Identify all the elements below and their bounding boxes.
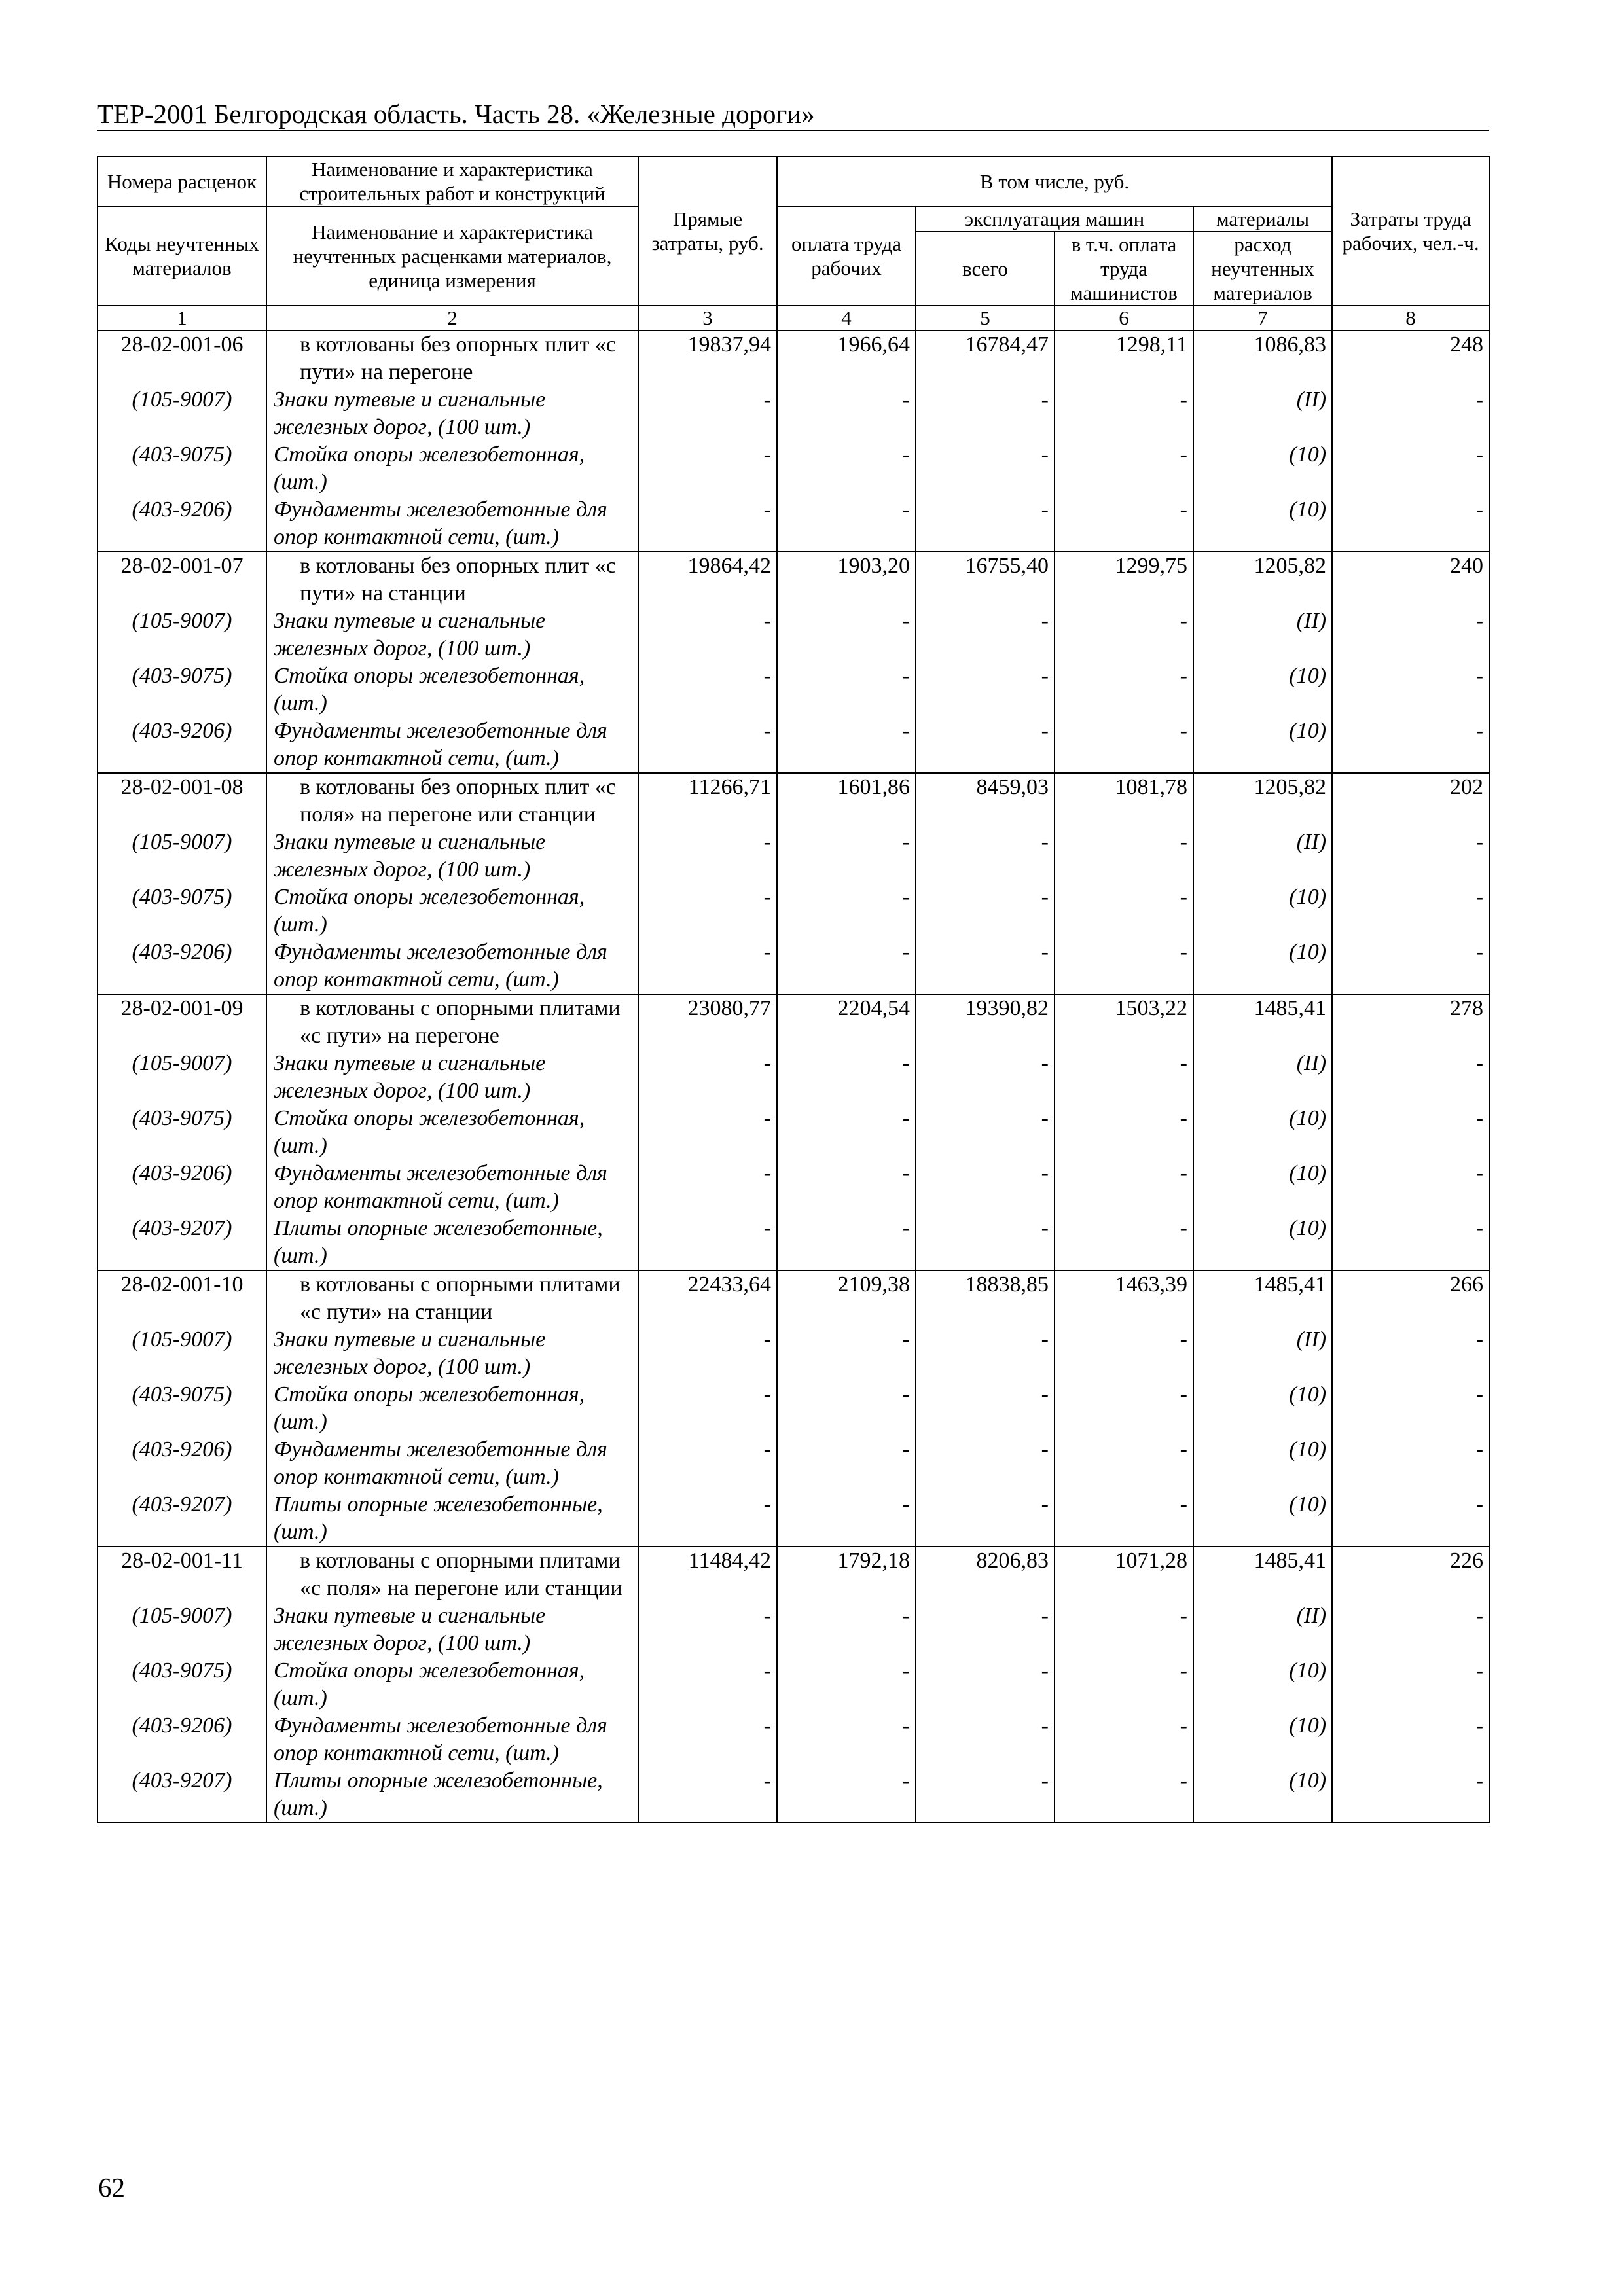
machinist-pay-value: - [1055, 386, 1193, 441]
column-number-row [98, 306, 1489, 331]
machinist-pay-value: - [1055, 1602, 1193, 1657]
table-body [98, 331, 1489, 1823]
machine-total-value: 19390,82 [916, 994, 1055, 1050]
materials-cost-value: (10) [1193, 1436, 1332, 1491]
rate-description: в котлованы без опорных плит «с поля» на перегоне или станции [266, 773, 638, 829]
rate-description: в котлованы с опорными плитами «с поля» на перегоне или станции [266, 1547, 638, 1602]
labor-pay-value: - [777, 1215, 916, 1270]
material-code: (105-9007) [98, 1602, 266, 1657]
labor-pay-value: 2204,54 [777, 994, 916, 1050]
labor-pay-value: 1601,86 [777, 773, 916, 829]
machinist-pay-value: - [1055, 1326, 1193, 1381]
materials-cost-value: (10) [1193, 1491, 1332, 1547]
materials-cost-value: (II) [1193, 829, 1332, 884]
material-name: Знаки путевые и сигнальные железных дорог, (100 шт.) [266, 386, 638, 441]
direct-costs-value: - [638, 1436, 777, 1491]
machinist-pay-value: 1081,78 [1055, 773, 1193, 829]
page-number: 62 [98, 2172, 125, 2202]
rate-row [98, 1270, 1489, 1326]
material-code: (403-9206) [98, 1712, 266, 1767]
machine-total-value: - [916, 939, 1055, 994]
direct-costs-value: - [638, 1602, 777, 1657]
rate-code: 28-02-001-09 [98, 994, 266, 1050]
labor-pay-value: - [777, 1381, 916, 1436]
labor-pay-value: - [777, 1326, 916, 1381]
machinist-pay-value: - [1055, 1160, 1193, 1215]
machinist-pay-value: - [1055, 1657, 1193, 1712]
rate-row [98, 994, 1489, 1050]
material-name: Фундаменты железобетонные для опор контактной сети, (шт.) [266, 717, 638, 773]
materials-cost-value: (10) [1193, 441, 1332, 496]
material-row [98, 386, 1489, 441]
machine-total-value: - [916, 1657, 1055, 1712]
rate-numbers-header: Номера расценок [98, 156, 266, 206]
material-row [98, 1326, 1489, 1381]
machine-total-value: - [916, 386, 1055, 441]
machinist-pay-value: - [1055, 1491, 1193, 1547]
column-number: 1 [98, 306, 266, 331]
materials-cost-value: 1485,41 [1193, 994, 1332, 1050]
labor-pay-value: 1792,18 [777, 1547, 916, 1602]
header-row-1 [98, 156, 1489, 206]
labor-pay-value: - [777, 1436, 916, 1491]
machine-total-value: - [916, 441, 1055, 496]
machinist-pay-value: - [1055, 607, 1193, 662]
machine-total-value: 18838,85 [916, 1270, 1055, 1326]
machine-total-value: - [916, 1105, 1055, 1160]
labor-pay-value: - [777, 1050, 916, 1105]
material-name: Стойка опоры железобетонная, (шт.) [266, 1381, 638, 1436]
material-name: Плиты опорные железобетонные, (шт.) [266, 1767, 638, 1823]
material-code: (403-9207) [98, 1491, 266, 1547]
labor-costs-value: - [1332, 1491, 1489, 1547]
materials-cost-value: (10) [1193, 1767, 1332, 1823]
material-name: Фундаменты железобетонные для опор контактной сети, (шт.) [266, 496, 638, 552]
materials-header: материалы [1193, 206, 1332, 232]
column-number: 3 [638, 306, 777, 331]
machinist-pay-value: - [1055, 939, 1193, 994]
direct-costs-value: 23080,77 [638, 994, 777, 1050]
material-row [98, 1215, 1489, 1270]
header-row-2 [98, 206, 1489, 232]
material-row [98, 1160, 1489, 1215]
material-row [98, 829, 1489, 884]
direct-costs-value: - [638, 939, 777, 994]
machine-total-value: 16755,40 [916, 552, 1055, 607]
machinist-pay-value: - [1055, 441, 1193, 496]
material-name: Стойка опоры железобетонная, (шт.) [266, 1657, 638, 1712]
materials-cost-value: (II) [1193, 386, 1332, 441]
labor-costs-value: - [1332, 1326, 1489, 1381]
rate-description: в котлованы с опорными плитами «с пути» на перегоне [266, 994, 638, 1050]
material-row [98, 1602, 1489, 1657]
machine-total-value: - [916, 1436, 1055, 1491]
materials-cost-value: (10) [1193, 1657, 1332, 1712]
material-row [98, 441, 1489, 496]
direct-costs-value: - [638, 1657, 777, 1712]
machinist-pay-value: - [1055, 1215, 1193, 1270]
material-row [98, 939, 1489, 994]
labor-pay-value: 1966,64 [777, 331, 916, 386]
material-code: (403-9206) [98, 496, 266, 552]
labor-costs-header: Затраты труда рабочих, чел.-ч. [1332, 156, 1489, 306]
machinist-pay-value: - [1055, 1712, 1193, 1767]
machine-total-value: - [916, 1602, 1055, 1657]
machine-total-value: 16784,47 [916, 331, 1055, 386]
labor-pay-value: - [777, 496, 916, 552]
machinist-pay-value: - [1055, 662, 1193, 717]
labor-costs-value: 266 [1332, 1270, 1489, 1326]
labor-pay-value: - [777, 1160, 916, 1215]
material-name: Фундаменты железобетонные для опор контактной сети, (шт.) [266, 1436, 638, 1491]
direct-costs-value: - [638, 1215, 777, 1270]
material-name: Стойка опоры железобетонная, (шт.) [266, 662, 638, 717]
machine-total-value: - [916, 1712, 1055, 1767]
material-code: (403-9075) [98, 441, 266, 496]
labor-costs-value: - [1332, 662, 1489, 717]
materials-cost-value: 1485,41 [1193, 1270, 1332, 1326]
material-row [98, 717, 1489, 773]
labor-pay-value: - [777, 1491, 916, 1547]
rate-code: 28-02-001-10 [98, 1270, 266, 1326]
labor-costs-value: 202 [1332, 773, 1489, 829]
direct-costs-value: - [638, 1050, 777, 1105]
material-name: Знаки путевые и сигнальные железных дорог, (100 шт.) [266, 1050, 638, 1105]
rate-row [98, 773, 1489, 829]
material-name: Плиты опорные железобетонные, (шт.) [266, 1491, 638, 1547]
material-code: (403-9075) [98, 1381, 266, 1436]
rate-description: в котлованы без опорных плит «с пути» на перегоне [266, 331, 638, 386]
machinist-pay-value: 1299,75 [1055, 552, 1193, 607]
labor-costs-value: - [1332, 607, 1489, 662]
labor-costs-value: - [1332, 1160, 1489, 1215]
title-rule [97, 130, 1489, 131]
labor-pay-value: 2109,38 [777, 1270, 916, 1326]
machinist-pay-value: 1503,22 [1055, 994, 1193, 1050]
column-number: 6 [1055, 306, 1193, 331]
materials-cost-value: 1485,41 [1193, 1547, 1332, 1602]
materials-cost-value: (II) [1193, 1602, 1332, 1657]
material-code: (403-9206) [98, 1436, 266, 1491]
direct-costs-value: - [638, 717, 777, 773]
material-name: Плиты опорные железобетонные, (шт.) [266, 1215, 638, 1270]
direct-costs-value: - [638, 1160, 777, 1215]
direct-costs-value: - [638, 1491, 777, 1547]
material-row [98, 1491, 1489, 1547]
material-code: (403-9207) [98, 1767, 266, 1823]
rate-code: 28-02-001-11 [98, 1547, 266, 1602]
material-name: Знаки путевые и сигнальные железных дорог, (100 шт.) [266, 829, 638, 884]
direct-costs-value: - [638, 386, 777, 441]
machinist-pay-value: - [1055, 1050, 1193, 1105]
material-code: (403-9075) [98, 1657, 266, 1712]
direct-costs-header: Прямые затраты, руб. [638, 156, 777, 306]
rate-row [98, 552, 1489, 607]
materials-cost-value: (10) [1193, 1712, 1332, 1767]
material-code: (403-9206) [98, 939, 266, 994]
material-row [98, 1050, 1489, 1105]
machine-total-value: 8459,03 [916, 773, 1055, 829]
direct-costs-value: 11484,42 [638, 1547, 777, 1602]
labor-costs-value: - [1332, 1657, 1489, 1712]
materials-cost-value: (II) [1193, 1050, 1332, 1105]
machine-operation-header: эксплуатация машин [916, 206, 1193, 232]
material-name: Знаки путевые и сигнальные железных дорог, (100 шт.) [266, 1326, 638, 1381]
labor-costs-value: - [1332, 884, 1489, 939]
labor-costs-value: - [1332, 441, 1489, 496]
material-code: (105-9007) [98, 1050, 266, 1105]
material-code: (105-9007) [98, 829, 266, 884]
rate-description: в котлованы с опорными плитами «с пути» на станции [266, 1270, 638, 1326]
material-code: (105-9007) [98, 1326, 266, 1381]
material-code: (403-9206) [98, 717, 266, 773]
material-row [98, 1657, 1489, 1712]
labor-costs-value: - [1332, 496, 1489, 552]
labor-pay-value: - [777, 386, 916, 441]
machine-total-header: всего [916, 232, 1055, 306]
column-number: 8 [1332, 306, 1489, 331]
labor-costs-value: 226 [1332, 1547, 1489, 1602]
labor-costs-value: 240 [1332, 552, 1489, 607]
labor-pay-value: - [777, 939, 916, 994]
material-codes-header: Коды неучтенных материалов [98, 206, 266, 306]
materials-cost-value: (10) [1193, 1215, 1332, 1270]
labor-costs-value: 248 [1332, 331, 1489, 386]
material-code: (403-9207) [98, 1215, 266, 1270]
labor-costs-value: 278 [1332, 994, 1489, 1050]
labor-pay-value: 1903,20 [777, 552, 916, 607]
materials-cost-value: (10) [1193, 939, 1332, 994]
materials-cost-value: 1205,82 [1193, 552, 1332, 607]
direct-costs-value: - [638, 1767, 777, 1823]
machinist-pay-value: - [1055, 1105, 1193, 1160]
material-name: Фундаменты железобетонные для опор контактной сети, (шт.) [266, 1712, 638, 1767]
machine-total-value: - [916, 1215, 1055, 1270]
machine-total-value: - [916, 829, 1055, 884]
rate-code: 28-02-001-08 [98, 773, 266, 829]
material-row [98, 1105, 1489, 1160]
labor-costs-value: - [1332, 717, 1489, 773]
machine-total-value: - [916, 884, 1055, 939]
labor-costs-value: - [1332, 1436, 1489, 1491]
machine-total-value: - [916, 1326, 1055, 1381]
material-row [98, 662, 1489, 717]
machine-total-value: 8206,83 [916, 1547, 1055, 1602]
machine-total-value: - [916, 662, 1055, 717]
materials-cost-value: 1086,83 [1193, 331, 1332, 386]
material-row [98, 1436, 1489, 1491]
work-name-header: Наименование и характеристика строительных работ и конструкций [266, 156, 638, 206]
material-name: Стойка опоры железобетонная, (шт.) [266, 441, 638, 496]
machine-total-value: - [916, 607, 1055, 662]
rate-row [98, 331, 1489, 386]
labor-pay-value: - [777, 1105, 916, 1160]
materials-cost-value: 1205,82 [1193, 773, 1332, 829]
labor-costs-value: - [1332, 1215, 1489, 1270]
materials-cost-value: (10) [1193, 1381, 1332, 1436]
column-number: 4 [777, 306, 916, 331]
material-row [98, 884, 1489, 939]
direct-costs-value: - [638, 1105, 777, 1160]
labor-pay-value: - [777, 1602, 916, 1657]
page-title: ТЕР-2001 Белгородская область. Часть 28. «Железные дороги» [97, 99, 815, 129]
machine-total-value: - [916, 1491, 1055, 1547]
labor-costs-value: - [1332, 1050, 1489, 1105]
direct-costs-value: - [638, 662, 777, 717]
labor-pay-value: - [777, 717, 916, 773]
including-header: В том числе, руб. [777, 156, 1332, 206]
machinist-pay-value: - [1055, 829, 1193, 884]
material-name: Знаки путевые и сигнальные железных дорог, (100 шт.) [266, 1602, 638, 1657]
labor-pay-value: - [777, 829, 916, 884]
labor-costs-value: - [1332, 1105, 1489, 1160]
machinist-pay-value: - [1055, 717, 1193, 773]
machinist-pay-value: - [1055, 496, 1193, 552]
direct-costs-value: 11266,71 [638, 773, 777, 829]
direct-costs-value: - [638, 607, 777, 662]
machine-total-value: - [916, 1767, 1055, 1823]
labor-costs-value: - [1332, 829, 1489, 884]
material-code: (105-9007) [98, 386, 266, 441]
material-name: Фундаменты железобетонные для опор контактной сети, (шт.) [266, 939, 638, 994]
direct-costs-value: - [638, 884, 777, 939]
labor-pay-value: - [777, 1657, 916, 1712]
machine-total-value: - [916, 717, 1055, 773]
material-row [98, 607, 1489, 662]
material-code: (403-9075) [98, 1105, 266, 1160]
material-name: Стойка опоры железобетонная, (шт.) [266, 884, 638, 939]
material-row [98, 1767, 1489, 1823]
machinist-pay-value: 1071,28 [1055, 1547, 1193, 1602]
machinist-pay-value: - [1055, 1436, 1193, 1491]
materials-cost-value: (10) [1193, 662, 1332, 717]
machinist-pay-value: 1463,39 [1055, 1270, 1193, 1326]
materials-cost-value: (10) [1193, 717, 1332, 773]
machinist-pay-value: - [1055, 1381, 1193, 1436]
labor-pay-value: - [777, 441, 916, 496]
machinist-pay-value: - [1055, 884, 1193, 939]
column-number: 2 [266, 306, 638, 331]
rate-description: в котлованы без опорных плит «с пути» на станции [266, 552, 638, 607]
labor-costs-value: - [1332, 1712, 1489, 1767]
machinist-pay-header: в т.ч. оплата труда машинистов [1055, 232, 1193, 306]
rate-code: 28-02-001-06 [98, 331, 266, 386]
labor-pay-value: - [777, 884, 916, 939]
material-row [98, 496, 1489, 552]
direct-costs-value: - [638, 496, 777, 552]
column-number: 5 [916, 306, 1055, 331]
direct-costs-value: 19864,42 [638, 552, 777, 607]
direct-costs-value: - [638, 1712, 777, 1767]
unaccounted-materials-header: расход неучтенных материалов [1193, 232, 1332, 306]
material-row [98, 1712, 1489, 1767]
labor-pay-value: - [777, 607, 916, 662]
machine-total-value: - [916, 496, 1055, 552]
labor-pay-value: - [777, 1712, 916, 1767]
direct-costs-value: - [638, 441, 777, 496]
materials-cost-value: (10) [1193, 1105, 1332, 1160]
direct-costs-value: - [638, 829, 777, 884]
machine-total-value: - [916, 1381, 1055, 1436]
labor-costs-value: - [1332, 386, 1489, 441]
rate-row [98, 1547, 1489, 1602]
material-name: Фундаменты железобетонные для опор контактной сети, (шт.) [266, 1160, 638, 1215]
material-code: (105-9007) [98, 607, 266, 662]
material-row [98, 1381, 1489, 1436]
material-name: Стойка опоры железобетонная, (шт.) [266, 1105, 638, 1160]
material-code: (403-9206) [98, 1160, 266, 1215]
machinist-pay-value: 1298,11 [1055, 331, 1193, 386]
labor-costs-value: - [1332, 1381, 1489, 1436]
direct-costs-value: 19837,94 [638, 331, 777, 386]
material-name-header: Наименование и характеристика неучтенных расценками материалов, единица измерения [266, 206, 638, 306]
rate-code: 28-02-001-07 [98, 552, 266, 607]
direct-costs-value: - [638, 1326, 777, 1381]
labor-costs-value: - [1332, 1767, 1489, 1823]
labor-pay-value: - [777, 662, 916, 717]
materials-cost-value: (10) [1193, 884, 1332, 939]
price-table [97, 156, 1490, 1823]
material-name: Знаки путевые и сигнальные железных дорог, (100 шт.) [266, 607, 638, 662]
material-code: (403-9075) [98, 662, 266, 717]
materials-cost-value: (II) [1193, 607, 1332, 662]
column-number: 7 [1193, 306, 1332, 331]
direct-costs-value: - [638, 1381, 777, 1436]
materials-cost-value: (10) [1193, 1160, 1332, 1215]
labor-costs-value: - [1332, 1602, 1489, 1657]
materials-cost-value: (10) [1193, 496, 1332, 552]
labor-pay-value: - [777, 1767, 916, 1823]
direct-costs-value: 22433,64 [638, 1270, 777, 1326]
labor-pay-header: оплата труда рабочих [777, 206, 916, 306]
material-code: (403-9075) [98, 884, 266, 939]
materials-cost-value: (II) [1193, 1326, 1332, 1381]
machinist-pay-value: - [1055, 1767, 1193, 1823]
machine-total-value: - [916, 1160, 1055, 1215]
machine-total-value: - [916, 1050, 1055, 1105]
labor-costs-value: - [1332, 939, 1489, 994]
